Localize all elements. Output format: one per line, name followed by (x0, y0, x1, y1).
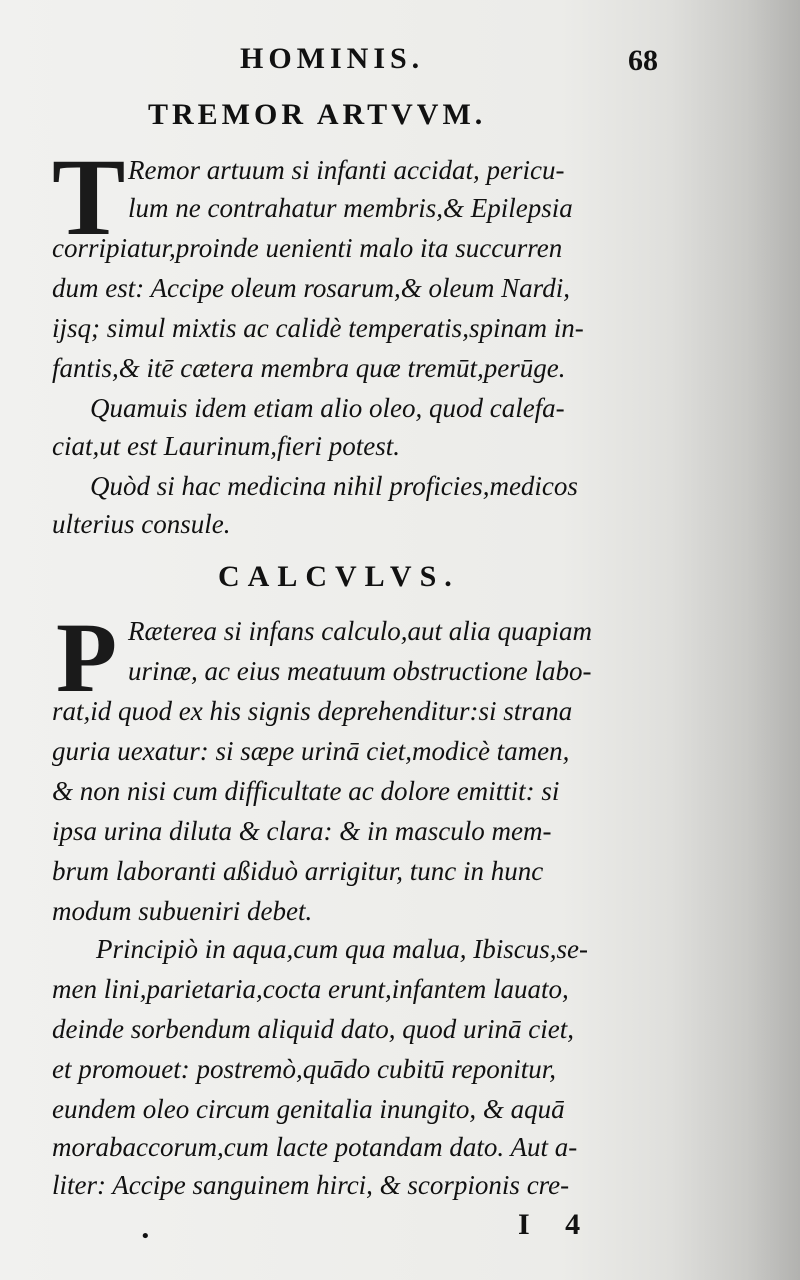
running-title: HOMINIS. (240, 42, 425, 75)
text-line: Ræterea si infans calculo,aut alia quapiam (128, 616, 592, 646)
text-line: ulterius consule. (52, 509, 231, 539)
section-heading: CALCVLVS. (218, 560, 460, 593)
ink-speck: • (140, 1226, 151, 1247)
text-line: lum ne contrahatur membris,& Epilepsia (128, 193, 573, 223)
page-gutter-shadow (670, 0, 800, 1280)
signature-mark: I 4 (518, 1208, 595, 1241)
text-line: ipsa urina diluta & clara: & in masculo mem- (52, 816, 552, 846)
text-line: morabaccorum,cum lacte potandam dato. Aut a- (52, 1132, 578, 1162)
text-line: Principiò in aqua,cum qua malua, Ibiscus,se- (96, 934, 588, 964)
text-line: & non nisi cum difficultate ac dolore emittit: si (52, 776, 560, 806)
drop-capital: T (52, 136, 126, 258)
drop-capital: P (56, 602, 118, 713)
text-line: Quòd si hac medicina nihil proficies,medicos (90, 471, 578, 501)
text-line: Quamuis idem etiam alio oleo, quod calefa- (90, 393, 565, 423)
text-line: fantis,& itē cætera membra quæ tremūt,perūge. (52, 353, 566, 383)
section-heading: TREMOR ARTVVM. (148, 98, 487, 131)
text-line: et promouet: postremò,quādo cubitū reponitur, (52, 1054, 556, 1084)
text-line: men lini,parietaria,cocta erunt,infantem lauato, (52, 974, 569, 1004)
text-line: dum est: Accipe oleum rosarum,& oleum Nardi, (52, 273, 570, 303)
text-line: eundem oleo circum genitalia inungito, & aquā (52, 1094, 565, 1124)
text-line: modum subueniri debet. (52, 896, 313, 926)
text-line: ciat,ut est Laurinum,fieri potest. (52, 431, 400, 461)
text-line: liter: Accipe sanguinem hirci, & scorpionis cre- (52, 1170, 570, 1200)
running-head (0, 42, 800, 82)
text-line: brum laboranti aßiduò arrigitur, tunc in hunc (52, 856, 544, 886)
text-line: ijsq; simul mixtis ac calidè temperatis,spinam in- (52, 313, 584, 343)
page-number: 68 (628, 44, 658, 77)
text-line: guria uexatur: si sæpe urinā ciet,modicè tamen, (52, 736, 570, 766)
text-line: Remor artuum si infanti accidat, pericu- (128, 155, 565, 185)
text-line: rat,id quod ex his signis deprehenditur:si strana (52, 696, 573, 726)
text-line: deinde sorbendum aliquid dato, quod urinā ciet, (52, 1014, 574, 1044)
text-line: urinæ, ac eius meatuum obstructione labo- (128, 656, 592, 686)
text-line: corripiatur,proinde uenienti malo ita succurren (52, 233, 563, 263)
